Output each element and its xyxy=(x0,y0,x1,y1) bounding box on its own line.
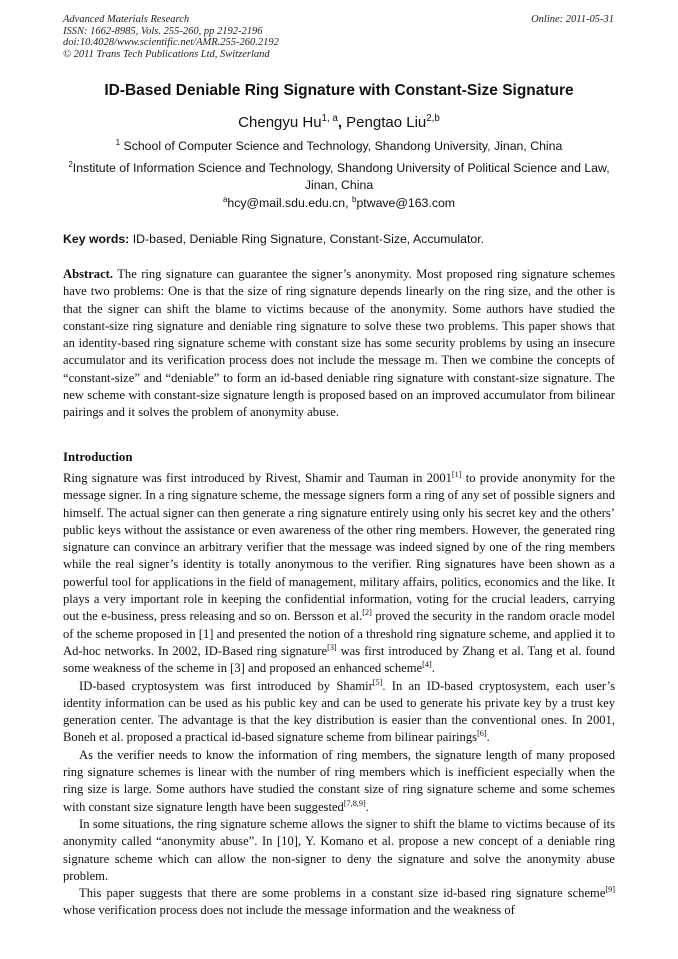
citation-ref: [7,8,9] xyxy=(343,798,366,808)
email-a: hcy@mail.sdu.edu.cn, xyxy=(227,196,352,210)
author-emails xyxy=(63,195,615,212)
intro-paragraph-3 xyxy=(63,747,615,816)
intro-p2-text-a: ID-based cryptosystem was first introduced by Shamir xyxy=(79,678,373,693)
author-1-name: Chengyu Hu xyxy=(238,114,322,131)
intro-p2-text-c: . xyxy=(486,730,490,745)
abstract-label: Abstract. xyxy=(63,267,114,281)
abstract xyxy=(63,266,615,422)
intro-p5-text-b: whose verification process does not include the message information and the weakness of xyxy=(63,903,515,918)
email-b-mark: b xyxy=(351,194,357,204)
email-a-mark: a xyxy=(222,194,228,204)
citation-ref: [5] xyxy=(372,677,383,687)
author-2-name: Pengtao Liu xyxy=(346,114,427,131)
intro-p3-text-a: As the verifier needs to know the information of ring members, the signature length of many proposed ring signature schemes is linear with the number of ring members which is inefficient especially when the ring size is large. Some authors have studied the constant size of ring signature scheme and some schemes with constant size signature length have been suggested xyxy=(63,747,615,814)
introduction-body xyxy=(63,470,615,920)
intro-p3-text-b: . xyxy=(365,799,369,814)
paper-title: ID-Based Deniable Ring Signature with Constant-Size Signature xyxy=(104,82,574,99)
affiliation-1-text: School of Computer Science and Technology, Shandong University, Jinan, China xyxy=(120,139,563,153)
introduction-heading: Introduction xyxy=(63,450,133,464)
citation-ref: [4] xyxy=(422,660,432,670)
author-1-affiliation-mark: 1, a xyxy=(321,113,338,124)
intro-paragraph-5 xyxy=(63,885,615,920)
keywords-label: Key words: xyxy=(63,232,130,246)
citation-ref: [1] xyxy=(451,469,462,479)
journal-name: Advanced Materials Research xyxy=(63,14,190,25)
intro-p5-text-a: This paper suggests that there are some problems in a constant size id-based ring signature scheme xyxy=(79,886,606,901)
affiliation-2-text: Institute of Information Science and Technology, Shandong University of Political Science and Law, Jinan, China xyxy=(72,161,610,192)
journal-header xyxy=(63,14,279,60)
abstract-text: The ring signature can guarantee the signer’s anonymity. Most proposed ring signature schemes have two problems: One is that the size of ring signature depends linearly on the ring size, and the other is that the signer can shift the blame to victims because of the anonymity. Some authors have studied the constant-size ring signature and deniable ring signature to solve these two problems. This paper shows that an identity-based ring signature scheme with constant size has some security problems by using an insecure accumulator and its verification process does not include the message m. Then we combine the concepts of “constant-size” and “deniable” to form an id-based deniable ring signature with constant-size signature. The new scheme with constant-size signature length is proposed based on an improved accumulator from bilinear pairings and it solves the problem of anonymity abuse. xyxy=(63,267,615,420)
intro-paragraph-4: In some situations, the ring signature scheme allows the signer to shift the blame to victims because of its anonymity called “anonymity abuse”. In [10], Y. Komano et al. propose a new concept of a deniable ring signature scheme which can allow the non-signer to deny the signature and solve the anonymity abuse problem. xyxy=(63,816,615,883)
keywords-text: ID-based, Deniable Ring Signature, Constant-Size, Accumulator. xyxy=(129,232,485,246)
intro-paragraph-2 xyxy=(63,678,615,747)
intro-p1-text-b: to provide anonymity for the message signer. In a ring signature scheme, the message signers form a ring of any set of possible signers and himself. The actual signer can then generate a ring signature entirely using only his secret key and the others’ public keys without the assistance or even awareness of the other ring members. However, the generated ring signature can convince an arbitrary verifier that the message was indeed signed by one of the ring members while the real signer’s identity is totally anonymous to the verifier. Ring signatures have been shown as a powerful tool for applications in the field of management, military affairs, politics, economics and the like. It plays a very important role in keeping the confidential information, voting for the crucial leaders, carrying out the e-business, press releasing and so on. Bersson et al. xyxy=(63,471,615,624)
affiliation-1-mark: 1 xyxy=(115,137,121,147)
issn-line: ISSN: 1662-8985, Vols. 255-260, pp 2192-2196 xyxy=(63,25,263,37)
intro-paragraph-1 xyxy=(63,470,615,678)
email-b: ptwave@163.com xyxy=(356,196,456,210)
intro-p1-text-e: . xyxy=(431,661,435,676)
affiliation-2-mark: 2 xyxy=(68,159,73,169)
intro-p1-text-d: was first introduced by Zhang et al. Tang et al. found some weakness of the scheme in [3] and proposed an enhanced scheme xyxy=(63,643,615,676)
doi-line: doi:10.4028/www.scientific.net/AMR.255-260.2192 xyxy=(63,37,279,48)
online-date: Online: 2011-05-31 xyxy=(531,14,614,25)
citation-ref: [9] xyxy=(605,884,615,894)
affiliation-1 xyxy=(63,138,615,155)
citation-ref: [3] xyxy=(327,642,337,652)
citation-ref: [6] xyxy=(477,729,487,739)
intro-p1-text-a: Ring signature was first introduced by Rivest, Shamir and Tauman in 2001 xyxy=(63,471,452,485)
intro-p1-text-c: proved the security in the random oracle model of the scheme proposed in [1] and presented the notion of a threshold ring signature scheme, and applied it to Ad-hoc networks. In 2002, ID-Based ring signature xyxy=(63,609,615,658)
keywords xyxy=(63,232,615,246)
intro-p2-text-b: . In an ID-based cryptosystem, each user’s identity information can be used as his public key and can be used to generate his private key by a trust key generation center. The advantage is that the key distribution is easier than the conventional ones. In 2001, Boneh et al. proposed a practical id-based signature scheme from bilinear pairings xyxy=(63,678,615,745)
affiliation-2 xyxy=(63,160,615,194)
author-separator: , xyxy=(337,114,347,131)
author-line xyxy=(60,114,618,131)
author-2-affiliation-mark: 2,b xyxy=(426,113,440,124)
citation-ref: [2] xyxy=(362,608,372,618)
copyright-line: © 2011 Trans Tech Publications Ltd, Switzerland xyxy=(63,48,270,60)
